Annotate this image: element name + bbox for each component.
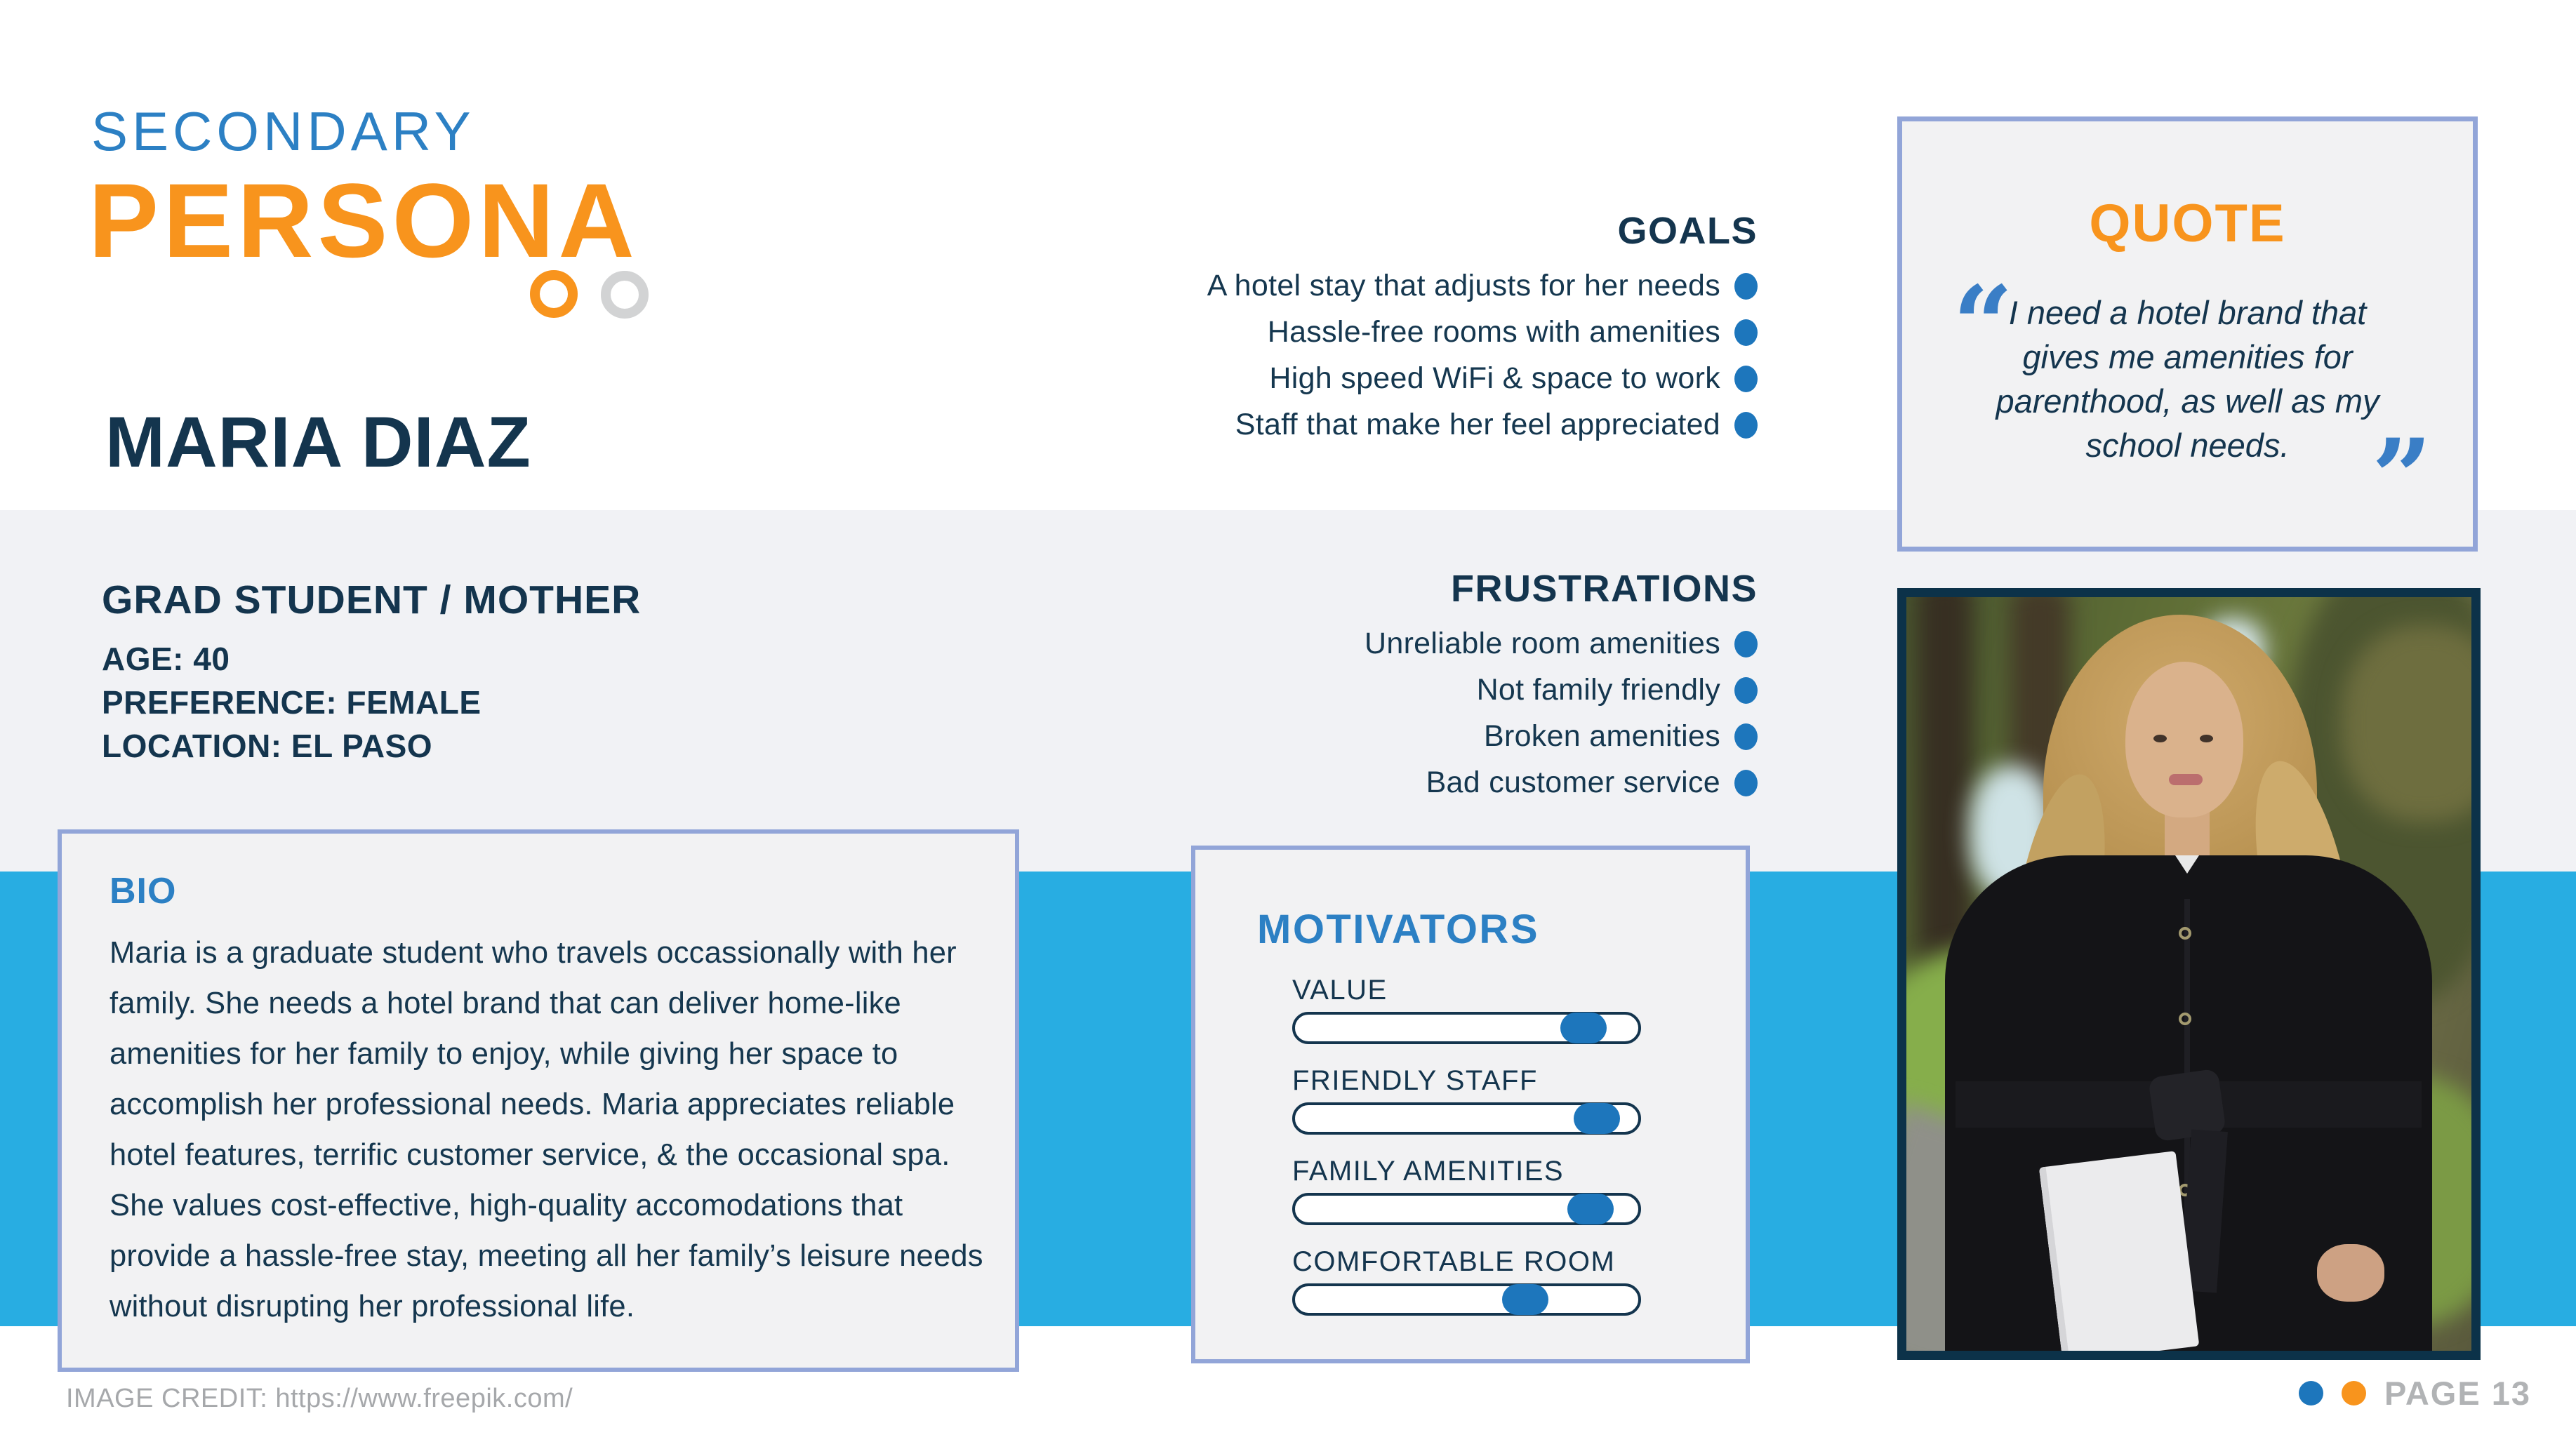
bullet-dot-icon — [1734, 319, 1758, 346]
motivator-slider-thumb[interactable] — [1574, 1103, 1620, 1134]
location-label: LOCATION: EL PASO — [102, 728, 433, 764]
motivator-slider-thumb[interactable] — [1502, 1284, 1548, 1315]
lips — [2169, 774, 2203, 785]
face — [2125, 662, 2243, 817]
gray-ring-icon — [601, 271, 649, 319]
goal-item — [1269, 363, 1758, 394]
motivator-row-friendly-staff — [1292, 1065, 1643, 1156]
goal-text: A hotel stay that adjusts for her needs — [1207, 269, 1720, 302]
bullet-dot-icon — [1734, 412, 1758, 439]
preference-label: PREFERENCE: FEMALE — [102, 684, 482, 721]
motivator-label: FAMILY AMENITIES — [1292, 1156, 1565, 1187]
frustration-item — [1484, 721, 1758, 752]
motivator-row-value — [1292, 975, 1643, 1065]
persona-role: GRAD STUDENT / MOTHER — [102, 577, 642, 622]
foliage — [2342, 625, 2481, 822]
motivator-slider-thumb[interactable] — [1560, 1013, 1607, 1043]
bullet-dot-icon — [1734, 677, 1758, 704]
motivator-sliders — [1292, 975, 1643, 1337]
bullet-dot-icon — [1734, 366, 1758, 392]
persona-photo — [1897, 588, 2481, 1360]
orange-dot-icon — [2342, 1381, 2366, 1405]
bullet-dot-icon — [1734, 631, 1758, 657]
bio-heading: BIO — [109, 871, 177, 912]
frustration-item — [1426, 768, 1758, 798]
quote-panel: QUOTE “ I need a hotel brand that gives me amenities for parenthood, as well as my school needs. ” — [1897, 116, 2478, 552]
frustration-text: Not family friendly — [1476, 673, 1720, 707]
frustration-item — [1477, 675, 1758, 705]
footer-page-indicator — [2299, 1374, 2531, 1413]
bullet-dot-icon — [1734, 770, 1758, 796]
motivator-row-comfortable-room — [1292, 1246, 1643, 1337]
button — [2179, 927, 2191, 940]
motivator-slider-track[interactable] — [1292, 1012, 1641, 1044]
blue-dot-icon — [2299, 1381, 2323, 1405]
bullet-dot-icon — [1734, 723, 1758, 750]
laptop — [2039, 1151, 2200, 1360]
frustration-text: Unreliable room amenities — [1365, 627, 1720, 660]
eye — [2200, 735, 2213, 742]
bullet-dot-icon — [1734, 273, 1758, 300]
motivator-label: FRIENDLY STAFF — [1292, 1065, 1538, 1096]
image-credit: IMAGE CREDIT: https://www.freepik.com/ — [66, 1384, 573, 1413]
persona-stats — [102, 637, 482, 768]
motivators-heading: MOTIVATORS — [1257, 907, 1539, 952]
motivators-panel — [1191, 846, 1750, 1363]
goal-item — [1268, 317, 1758, 347]
page-title: PERSONA — [88, 161, 639, 279]
eyebrow-secondary: SECONDARY — [91, 100, 475, 162]
frustrations-heading: FRUSTRATIONS — [1451, 568, 1758, 610]
motivator-slider-track[interactable] — [1292, 1283, 1641, 1316]
bio-text: Maria is a graduate student who travels occassionally with her family. She needs a hotel brand that can deliver home-like amenities for her family to enjoy, while giving her space to accomplish her professional needs. Maria appreciates reliable hotel features, terrific customer service, & the occasional spa. She values cost-effective, high-quality accomodations that provide a hassle-free stay, meeting all her family’s leisure needs without disrupting her professional life. — [109, 936, 983, 1323]
page-number: PAGE 13 — [2384, 1375, 2531, 1412]
motivator-label: VALUE — [1292, 975, 1388, 1006]
frustration-text: Bad customer service — [1426, 766, 1720, 799]
hand-in-pocket — [2317, 1244, 2384, 1302]
button — [2179, 1013, 2191, 1025]
goal-text: Hassle-free rooms with amenities — [1267, 315, 1720, 349]
quote-heading: QUOTE — [2089, 194, 2286, 253]
quote-text: I need a hotel brand that gives me amenities for parenthood, as well as my school needs. — [1996, 294, 2379, 464]
goal-item — [1207, 271, 1758, 301]
motivator-label: COMFORTABLE ROOM — [1292, 1246, 1616, 1277]
motivator-slider-track[interactable] — [1292, 1102, 1641, 1135]
eye — [2153, 735, 2167, 742]
goals-section — [1207, 209, 1758, 456]
goal-text: Staff that make her feel appreciated — [1235, 408, 1720, 441]
orange-ring-icon — [530, 270, 578, 318]
bio-panel — [58, 829, 1019, 1372]
goal-text: High speed WiFi & space to work — [1269, 361, 1720, 395]
frustration-item — [1365, 629, 1758, 659]
frustration-text: Broken amenities — [1483, 719, 1720, 753]
motivator-slider-track[interactable] — [1292, 1193, 1641, 1225]
goal-item — [1235, 410, 1758, 440]
goals-heading: GOALS — [1617, 210, 1758, 252]
motivator-slider-thumb[interactable] — [1567, 1194, 1614, 1224]
persona-name: MARIA DIAZ — [105, 402, 531, 482]
age-label: AGE: 40 — [102, 641, 230, 677]
motivator-row-family-amenities — [1292, 1156, 1643, 1246]
frustrations-section — [1365, 567, 1758, 814]
